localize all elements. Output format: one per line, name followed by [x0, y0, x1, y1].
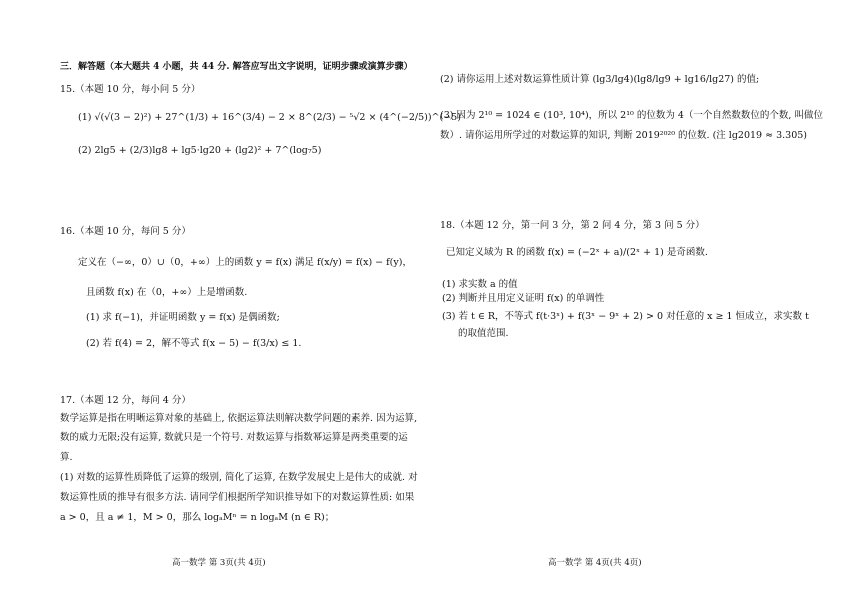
q18-part1: (1) 求实数 a 的值 — [442, 279, 518, 290]
q18-part3-line1: (3) 若 t ∈ R，不等式 f(t·3ˣ) + f(3ˣ − 9ˣ + 2) > 0 对任意的 x ≥ 1 恒成立，求实数 t — [442, 311, 809, 322]
right-page — [430, 0, 860, 608]
q18-intro: 已知定义域为 R 的函数 f(x) = (−2ˣ + a)/(2ˣ + 1) 是奇函数. — [446, 247, 708, 258]
q15-part2: (2) 2lg5 + (2/3)lg8 + lg5·lg20 + (lg2)² + 7^(log₇5) — [78, 145, 322, 156]
q17-part3-line1: (3) 因为 2¹⁰ = 1024 ∈ (10³, 10⁴)，所以 2¹⁰ 的位数为 4（一个自然数数位的个数, 叫做位 — [440, 110, 823, 121]
q17-heading: 17.（本题 12 分，每问 4 分） — [60, 395, 191, 406]
q17-line3: 算. — [60, 452, 73, 463]
q16-line2: 且函数 f(x) 在（0，+∞）上是增函数. — [86, 287, 248, 298]
q17-line4: (1) 对数的运算性质降低了运算的级别, 简化了运算, 在数学发展史上是伟大的成就. 对 — [60, 472, 418, 483]
q17-line1: 数学运算是指在明晰运算对象的基础上, 依据运算法则解决数学问题的素养. 因为运算, — [60, 413, 418, 424]
q18-part2: (2) 判断并且用定义证明 f(x) 的单调性 — [442, 293, 605, 304]
q16-part1: (1) 求 f(−1)，并证明函数 y = f(x) 是偶函数; — [86, 312, 280, 323]
q17-line2: 数的威力无限;没有运算, 数就只是一个符号. 对数运算与指数幂运算是两类重要的运 — [60, 432, 408, 443]
q15-heading: 15.（本题 10 分，每小问 5 分） — [60, 84, 201, 95]
q17-line5: 数运算性质的推导有很多方法. 请同学们根据所学知识推导如下的对数运算性质: 如果 — [60, 492, 415, 503]
q16-line1: 定义在（−∞，0）∪（0，+∞）上的函数 y = f(x) 满足 f(x/y) = f(x) − f(y)， — [78, 257, 412, 268]
q18-heading: 18.（本题 12 分，第一问 3 分，第 2 问 4 分，第 3 问 5 分） — [440, 220, 705, 231]
q16-heading: 16.（本题 10 分，每问 5 分） — [60, 226, 191, 237]
page-footer-3: 高一数学 第 3页(共 4页) — [172, 558, 266, 568]
q16-part2: (2) 若 f(4) = 2，解不等式 f(x − 5) − f(3/x) ≤ 1. — [86, 338, 302, 349]
q15-part1: (1) √(√(3 − 2)²) + 27^(1/3) + 16^(3/4) − 2 × 8^(2/3) − ⁵√2 × (4^(−2/5))^(−5) — [78, 112, 461, 123]
q17-part3-line2: 数）. 请你运用所学过的对数运算的知识, 判断 2019²⁰²⁰ 的位数. (注 lg2019 ≈ 3.305) — [440, 130, 807, 141]
page-footer-4: 高一数学 第 4页(共 4页) — [548, 558, 642, 568]
section-header: 三．解答题（本大题共 4 小题，共 44 分. 解答应写出文字说明，证明步骤或演算步骤） — [60, 62, 413, 72]
q18-part3-line2: 的取值范围. — [458, 328, 509, 339]
q17-part2: (2) 请你运用上述对数运算性质计算 (lg3/lg4)(lg8/lg9 + lg16/lg27) 的值; — [440, 74, 760, 85]
q17-line6: a > 0，且 a ≠ 1，M > 0，那么 logₐMⁿ = n logₐM (n ∈ R)； — [60, 512, 335, 523]
